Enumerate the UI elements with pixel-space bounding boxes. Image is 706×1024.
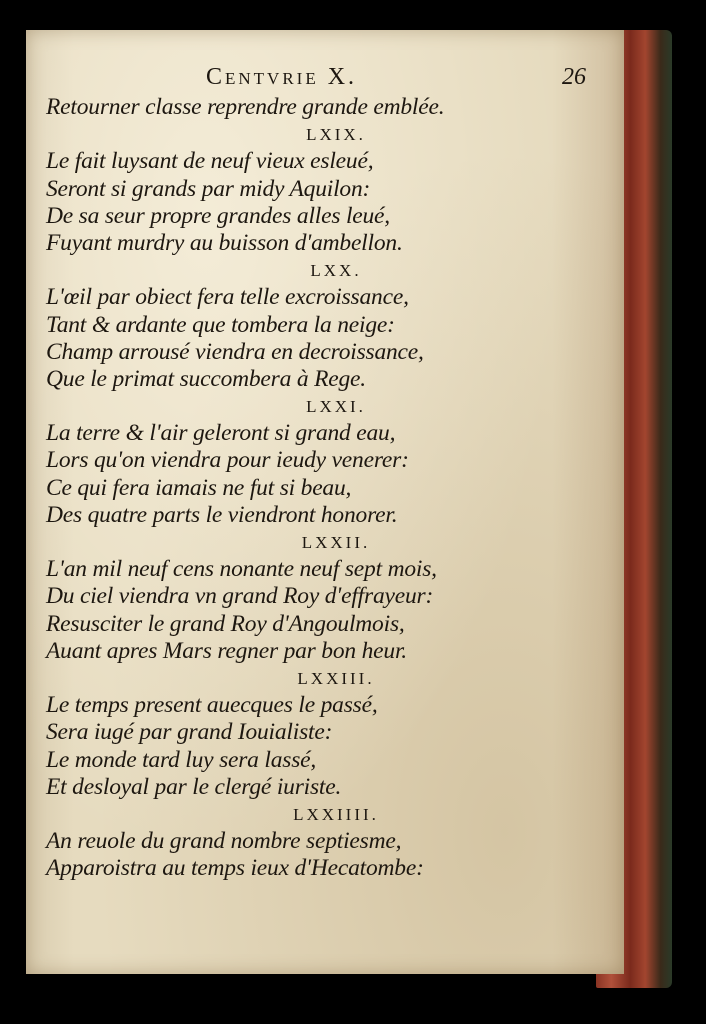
verse-line: L'an mil neuf cens nonante neuf sept mois, <box>46 556 437 583</box>
verse-line: Ce qui fera iamais ne fut si beau, <box>46 474 352 501</box>
verse-line: Le temps present auecques le passé, <box>46 692 378 719</box>
quatrain-number: LXIX. <box>306 125 366 145</box>
verse-line: Et desloyal par le clergé iuriste. <box>46 773 342 800</box>
carry-over-line: Retourner classe reprendre grande emblée. <box>46 94 445 120</box>
page-number: 26 <box>562 64 586 90</box>
running-head <box>46 64 606 94</box>
quatrain-number: LXXIIII. <box>293 804 379 824</box>
verse-line: La terre & l'air geleront si grand eau, <box>46 420 396 447</box>
running-head-title: Centvrie X. <box>206 64 358 90</box>
verse-line: L'œil par obiect fera telle excroissance, <box>46 284 409 311</box>
verse-line: Le fait luysant de neuf vieux esleué, <box>46 148 374 175</box>
quatrain-number: LXXII. <box>301 533 371 552</box>
verse-line: Lors qu'on viendra pour ieudy venerer: <box>46 447 409 474</box>
verse-line: Apparoistra au temps ieux d'Hecatombe: <box>46 855 424 882</box>
verse-line: Le monde tard luy sera lassé, <box>46 746 317 773</box>
page-text-block <box>46 64 606 882</box>
quatrain-number: LXX. <box>310 261 362 281</box>
verse-line: Champ arrousé viendra en decroissance, <box>46 338 424 365</box>
verse-line: An reuole du grand nombre septiesme, <box>46 828 402 855</box>
quatrain-number: LXXIII. <box>297 668 375 688</box>
verse-line: Resusciter le grand Roy d'Angoulmois, <box>46 610 405 637</box>
verse-line: Tant & ardante que tombera la neige: <box>46 311 395 338</box>
verse-line: Fuyant murdry au buisson d'ambellon. <box>46 229 403 256</box>
verse-line: De sa seur propre grandes alles leué, <box>46 202 390 229</box>
verse-line: Auant apres Mars regner par bon heur. <box>46 637 407 664</box>
verse-line: Seront si grands par midy Aquilon: <box>46 175 371 202</box>
quatrain-number: LXXI. <box>306 397 366 417</box>
page-sheet <box>26 30 624 974</box>
verse-line: Que le primat succombera à Rege. <box>46 365 366 392</box>
verse-line: Du ciel viendra vn grand Roy d'effrayeur: <box>46 583 434 610</box>
verse-line: Des quatre parts le viendront honorer. <box>46 501 398 528</box>
verse-line: Sera iugé par grand Iouialiste: <box>46 719 333 746</box>
